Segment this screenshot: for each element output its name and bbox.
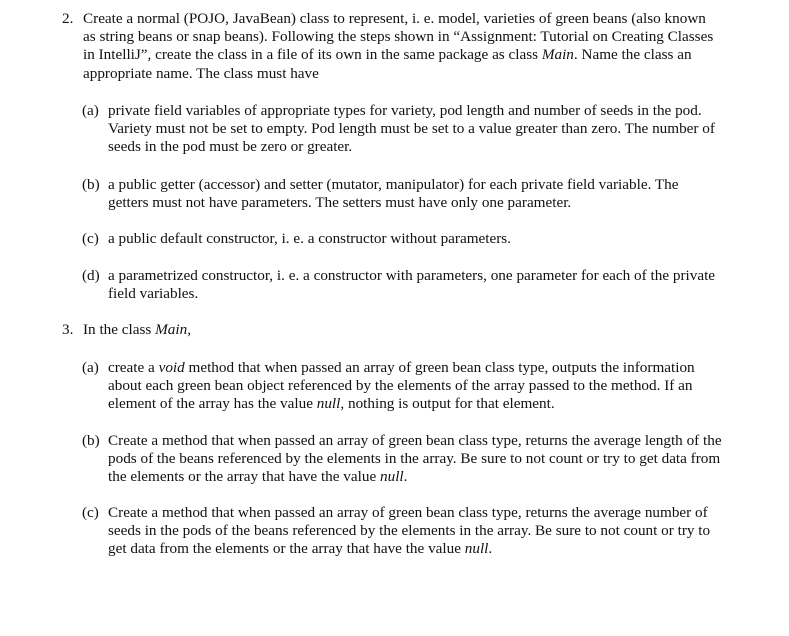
sub-label: (b)	[82, 432, 100, 449]
text-line	[108, 522, 758, 540]
text-segment: as string beans or snap beans). Following the steps shown in “Assignment: Tutorial on Creating Classes	[83, 28, 714, 46]
text-segment: the elements or the array that have the value	[108, 468, 380, 486]
sub-text	[108, 359, 758, 414]
text-line	[108, 395, 758, 413]
text-line	[108, 138, 758, 156]
text-line	[108, 194, 758, 212]
text-line	[108, 102, 758, 120]
text-segment: about each green bean object referenced by the elements of the array passed to the method. If an	[108, 377, 693, 395]
item-number: 2.	[62, 10, 74, 27]
text-segment: appropriate name. The class must have	[83, 64, 319, 82]
text-line	[83, 65, 763, 83]
text-segment: pods of the beans referenced by the elements in the array. Be sure to not count or try to get data from	[108, 450, 721, 468]
sub-text	[108, 432, 758, 487]
text-segment: Variety must not be set to empty. Pod length must be set to a value greater than zero. The number of	[108, 120, 715, 138]
italic-term: Main	[541, 46, 574, 64]
text-segment: a public getter (accessor) and setter (mutator, manipulator) for each private field variable. The	[108, 176, 679, 193]
text-segment: , nothing is output for that element.	[340, 395, 555, 413]
text-segment: ,	[187, 321, 191, 338]
text-segment: create a	[108, 359, 159, 376]
text-line	[108, 377, 758, 395]
text-segment: a public default constructor, i. e. a constructor without parameters.	[108, 230, 511, 247]
text-line	[108, 120, 758, 138]
sub-text	[108, 504, 758, 559]
sub-text	[108, 102, 758, 157]
text-line	[83, 10, 763, 28]
italic-term: Main	[155, 321, 188, 338]
text-segment: Create a normal (POJO, JavaBean) class to represent, i. e. model, varieties of green beans (also known	[83, 10, 706, 27]
item-text	[83, 321, 763, 339]
text-segment: . Name the class an	[573, 46, 692, 64]
sub-text	[108, 176, 758, 212]
text-segment: seeds in the pods of the beans referenced by the elements in the array. Be sure to not count or try to	[108, 522, 711, 540]
italic-term: null	[464, 540, 489, 558]
text-line	[108, 285, 758, 303]
text-segment: in IntelliJ”, create the class in a file of its own in the same package as class	[83, 46, 542, 64]
text-line	[108, 230, 758, 248]
text-segment: field variables.	[108, 285, 199, 303]
text-line	[108, 176, 758, 194]
italic-term: null	[380, 468, 404, 486]
sub-label: (d)	[82, 267, 100, 284]
sub-label: (c)	[82, 504, 99, 521]
text-segment: private field variables of appropriate types for variety, pod length and number of seeds in the pod.	[108, 102, 702, 119]
text-line	[83, 28, 763, 46]
sub-label: (a)	[82, 102, 99, 119]
sub-label: (b)	[82, 176, 100, 193]
sub-label: (c)	[82, 230, 99, 247]
sub-text	[108, 230, 758, 248]
text-segment: getters must not have parameters. The setters must have only one parameter.	[108, 194, 572, 212]
italic-term: void	[158, 359, 185, 376]
sub-label: (a)	[82, 359, 99, 376]
text-line	[108, 359, 758, 377]
text-line	[83, 46, 763, 64]
text-line	[108, 432, 758, 450]
text-segment: a parametrized constructor, i. e. a constructor with parameters, one parameter for each of the private	[108, 267, 716, 284]
text-line	[108, 540, 758, 558]
item-text	[83, 10, 763, 83]
text-segment: method that when passed an array of green bean class type, outputs the information	[184, 359, 695, 376]
text-segment: Create a method that when passed an array of green bean class type, returns the average number of	[108, 504, 708, 521]
text-line	[108, 450, 758, 468]
text-line	[108, 468, 758, 486]
text-segment: .	[488, 540, 493, 558]
item-number: 3.	[62, 321, 74, 338]
text-line	[83, 321, 763, 339]
text-segment: get data from the elements or the array that have the value	[108, 540, 465, 558]
text-segment: element of the array has the value	[108, 395, 317, 413]
text-segment: .	[403, 468, 408, 486]
text-segment: In the class	[83, 321, 156, 338]
text-segment: Create a method that when passed an array of green bean class type, returns the average length of the	[108, 432, 722, 449]
text-segment: seeds in the pod must be zero or greater.	[108, 138, 353, 156]
text-line	[108, 504, 758, 522]
italic-term: null	[316, 395, 341, 413]
text-line	[108, 267, 758, 285]
sub-text	[108, 267, 758, 303]
